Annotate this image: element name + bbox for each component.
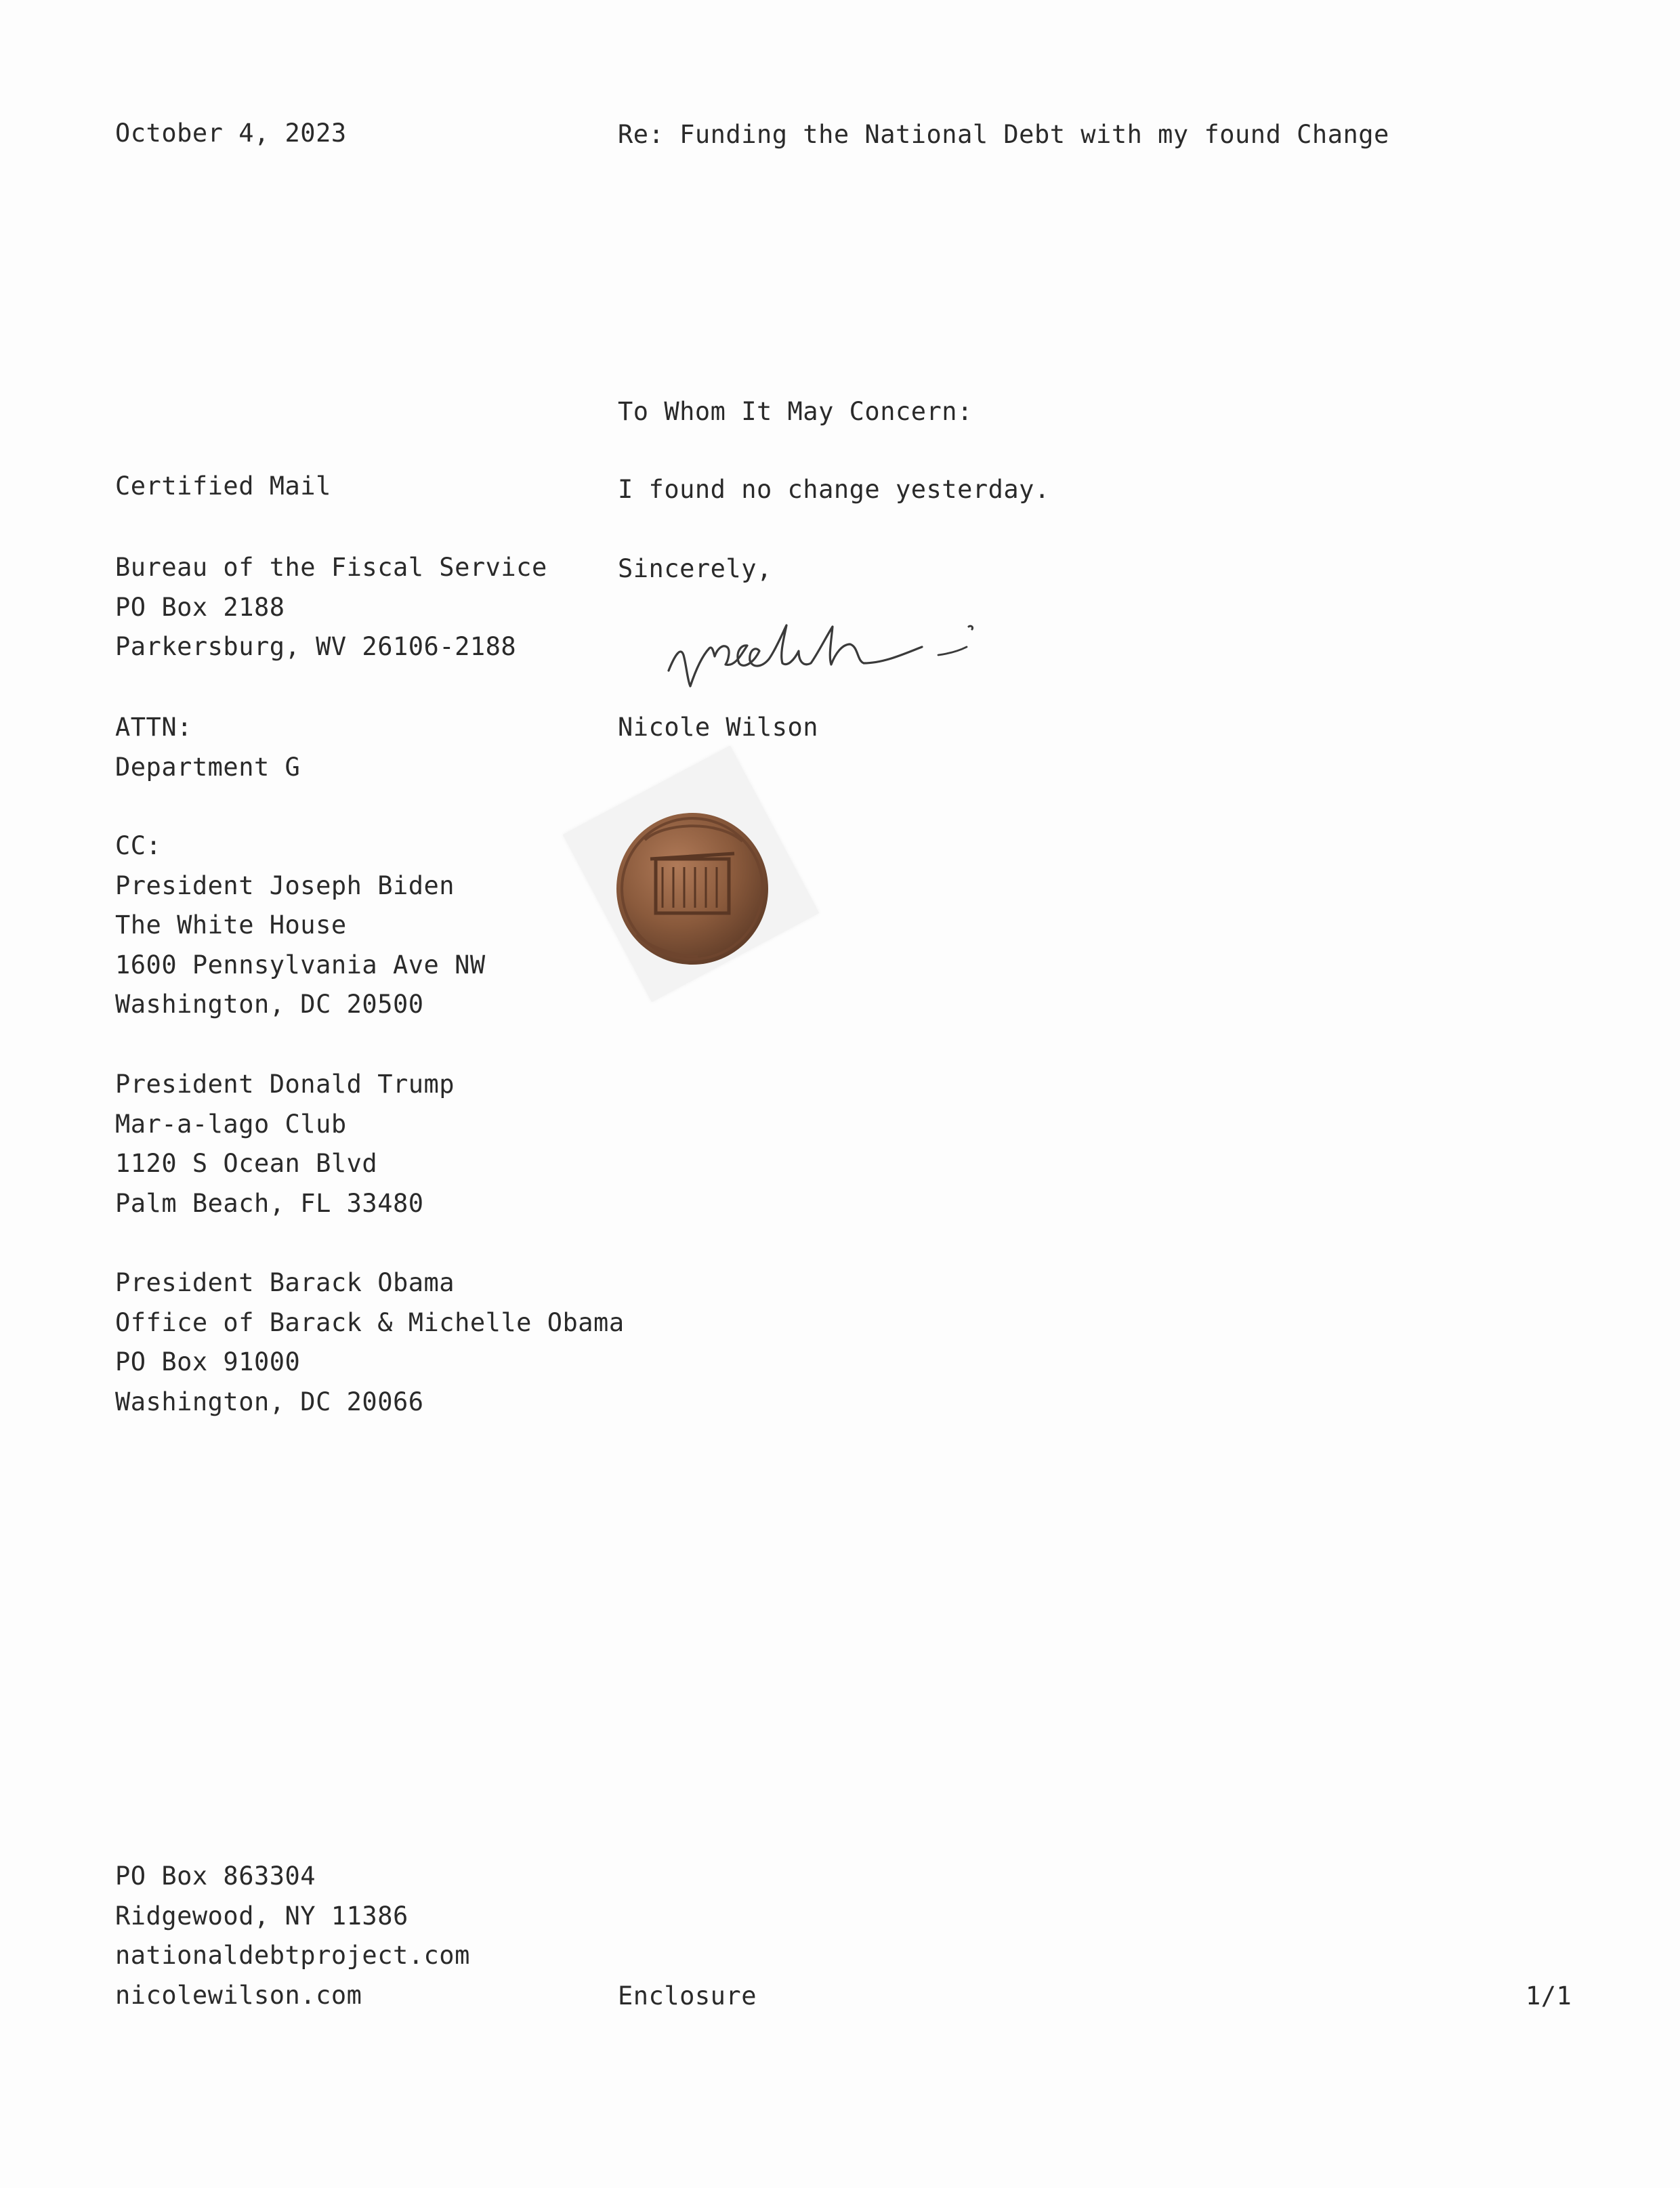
sender-line: PO Box 863304 xyxy=(115,1861,316,1891)
mailing-method-block xyxy=(115,467,331,507)
cc-line: Washington, DC 20500 xyxy=(115,990,424,1019)
salutation: To Whom It May Concern: xyxy=(618,397,973,426)
letter-body: I found no change yesterday. xyxy=(618,475,1050,504)
cc-entry xyxy=(115,1263,625,1422)
page-number: 1/1 xyxy=(1526,1981,1572,2011)
cc-label: CC: xyxy=(115,831,162,860)
cc-line: President Donald Trump xyxy=(115,1070,455,1099)
cc-line: President Barack Obama xyxy=(115,1268,455,1297)
attn-label: ATTN: xyxy=(115,713,192,742)
sender-line: Ridgewood, NY 11386 xyxy=(115,1901,408,1931)
cc-line: Office of Barack & Michelle Obama xyxy=(115,1307,625,1337)
handwritten-signature xyxy=(660,606,1013,708)
cc-entry xyxy=(115,1065,455,1223)
cc-line: President Joseph Biden xyxy=(115,870,455,900)
mailing-method: Certified Mail xyxy=(115,471,331,501)
attn-department: Department G xyxy=(115,752,301,782)
signer-name: Nicole Wilson xyxy=(618,713,819,742)
cc-line: PO Box 91000 xyxy=(115,1347,301,1376)
letter-subject: Re: Funding the National Debt with my found Change xyxy=(618,120,1389,149)
penny-coin-image xyxy=(583,779,806,1003)
recipient-address xyxy=(115,548,547,667)
closing: Sincerely, xyxy=(618,554,772,583)
cc-line: Palm Beach, FL 33480 xyxy=(115,1188,424,1218)
cc-line: The White House xyxy=(115,910,347,940)
recipient-line: Parkersburg, WV 26106-2188 xyxy=(115,632,517,661)
cc-line: 1120 S Ocean Blvd xyxy=(115,1149,378,1178)
sender-link[interactable]: nicolewilson.com xyxy=(115,1980,362,2010)
letter-date: October 4, 2023 xyxy=(115,119,347,148)
cc-line: Washington, DC 20066 xyxy=(115,1387,424,1416)
sender-link[interactable]: nationaldebtproject.com xyxy=(115,1941,470,1970)
cc-line: Mar-a-lago Club xyxy=(115,1109,347,1139)
cc-block xyxy=(115,826,486,1025)
cc-line: 1600 Pennsylvania Ave NW xyxy=(115,950,486,980)
enclosure-note: Enclosure xyxy=(618,1981,757,2011)
sender-address xyxy=(115,1857,470,2015)
recipient-line: Bureau of the Fiscal Service xyxy=(115,553,547,582)
attn-block xyxy=(115,708,300,787)
recipient-line: PO Box 2188 xyxy=(115,592,285,622)
